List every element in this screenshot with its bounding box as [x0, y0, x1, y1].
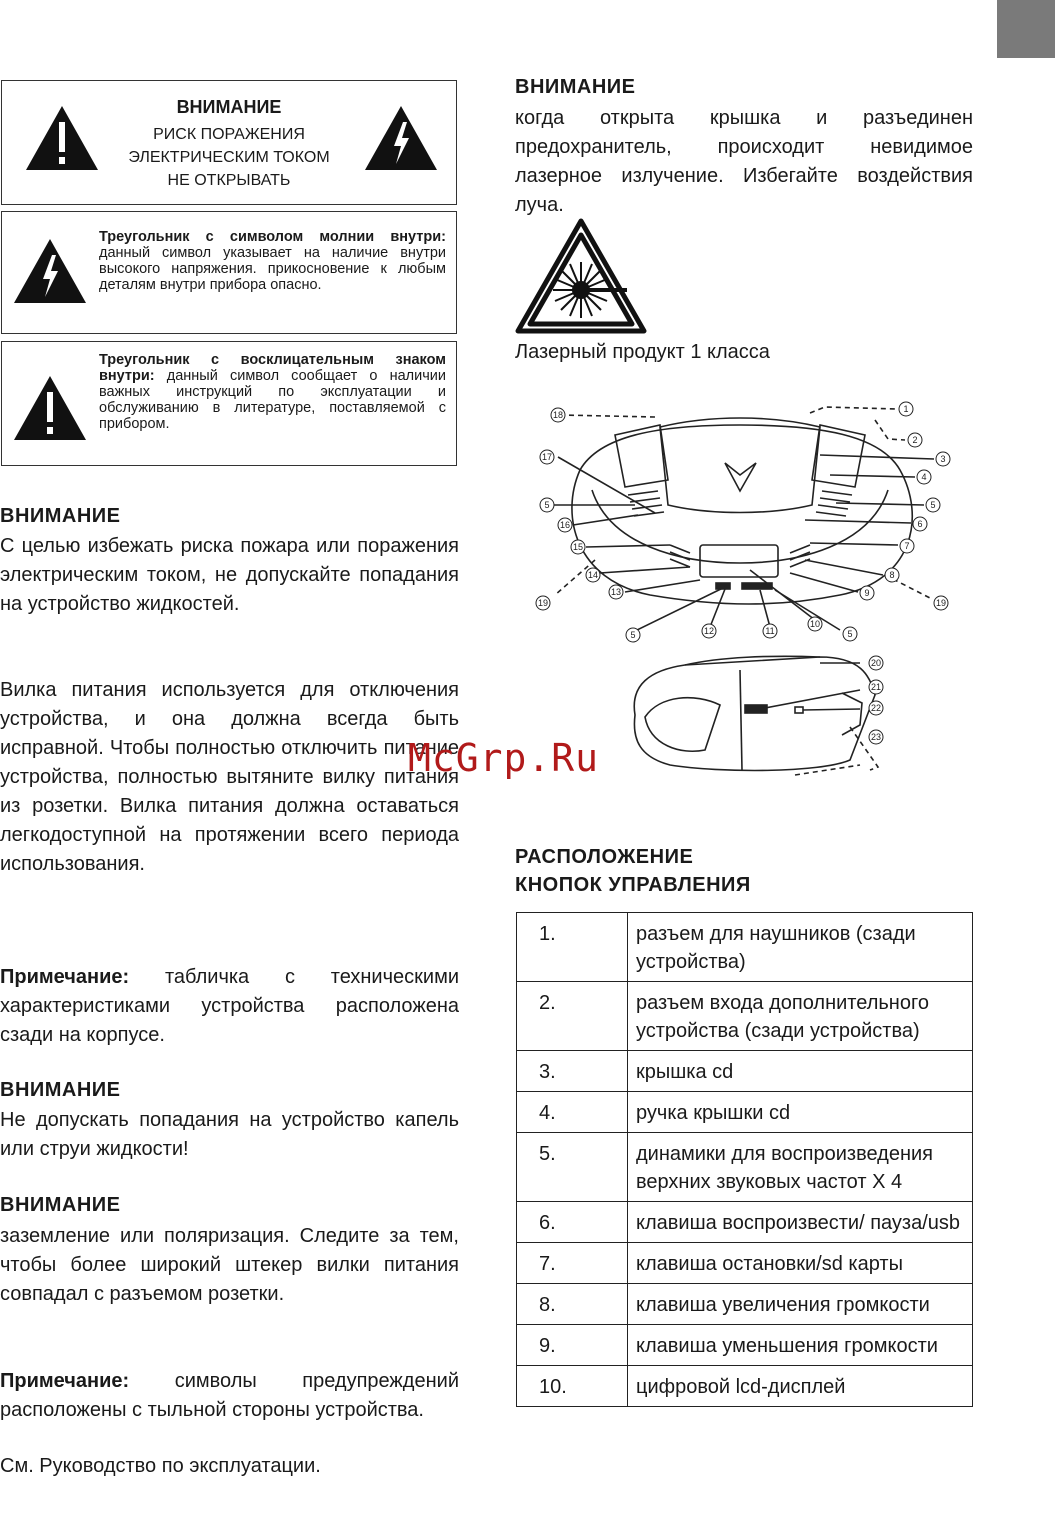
- svg-text:15: 15: [572, 542, 584, 552]
- diagram-label-20: [869, 656, 883, 670]
- diagram-label-6: [913, 517, 927, 531]
- device-diagram: [520, 395, 960, 785]
- svg-text:13: 13: [610, 587, 622, 597]
- diagram-label-15: [571, 540, 585, 554]
- page-tab-marker: [997, 0, 1055, 58]
- laser-hazard-icon: [515, 218, 647, 334]
- laser-warning-paragraph: когда открыта крышка и разъединен предохранитель, происходит невидимое лазерное излучение. Избегайте воздействия луча.: [515, 107, 973, 216]
- svg-text:10: 10: [809, 619, 821, 629]
- svg-text:5: 5: [847, 629, 853, 639]
- svg-text:6: 6: [917, 519, 923, 529]
- diagram-label-7: [900, 539, 914, 553]
- svg-text:4: 4: [921, 472, 927, 482]
- diagram-label-13: [609, 585, 623, 599]
- warning-line-2: ЭЛЕКТРИЧЕСКИМ ТОКОМ: [128, 149, 330, 166]
- note-symbols: Примечание: символы предупреждений расположены с тыльной стороны устройства.: [0, 1370, 459, 1421]
- lightning-triangle-icon: [12, 237, 88, 305]
- table-row: 7. клавиша остановки/sd карты: [517, 1243, 973, 1284]
- svg-text:19: 19: [935, 598, 947, 608]
- diagram-label-17: [540, 450, 554, 464]
- svg-text:11: 11: [765, 626, 775, 636]
- svg-text:17: 17: [541, 452, 553, 462]
- warning-paragraph-liquid: Не допускать попадания на устройство капель или струи жидкости!: [0, 1109, 459, 1160]
- svg-text:20: 20: [870, 658, 882, 668]
- warning-line-3: НЕ ОТКРЫВАТЬ: [167, 172, 291, 189]
- svg-text:18: 18: [552, 410, 564, 420]
- warning-box-lightning: [1, 211, 457, 334]
- warning-heading-1: ВНИМАНИЕ: [0, 505, 121, 527]
- exclamation-triangle-icon: [12, 374, 88, 442]
- diagram-label-21: [869, 680, 883, 694]
- see-manual: См. Руководство по эксплуатации.: [0, 1455, 321, 1477]
- note-nameplate: Примечание: табличка с техническими характеристиками устройства расположена сзади на корпусе.: [0, 966, 459, 1046]
- table-row: 1. разъем для наушников (сзади устройства): [517, 913, 973, 982]
- laser-warning-heading: ВНИМАНИЕ: [515, 76, 636, 98]
- svg-text:5: 5: [930, 500, 936, 510]
- table-row: 3. крышка cd: [517, 1051, 973, 1092]
- diagram-label-16: [558, 518, 572, 532]
- svg-text:8: 8: [889, 570, 895, 580]
- diagram-label-5-left: [540, 498, 554, 512]
- diagram-label-5-bottom-left: [626, 628, 640, 642]
- diagram-label-1: [899, 402, 913, 416]
- diagram-label-5-bottom-right: [843, 627, 857, 641]
- controls-heading-line-1: РАСПОЛОЖЕНИЕ: [515, 846, 694, 868]
- diagram-label-19-right: [934, 596, 948, 610]
- svg-text:22: 22: [870, 703, 882, 713]
- svg-text:19: 19: [537, 598, 549, 608]
- table-row: 9. клавиша уменьшения громкости: [517, 1325, 973, 1366]
- svg-text:5: 5: [630, 630, 636, 640]
- diagram-label-4: [917, 470, 931, 484]
- diagram-label-18: [551, 408, 565, 422]
- table-row: 2. разъем входа дополнительного устройства (сзади устройства): [517, 982, 973, 1051]
- svg-text:5: 5: [544, 500, 550, 510]
- diagram-label-11: [763, 624, 777, 638]
- svg-text:7: 7: [904, 541, 910, 551]
- warning-paragraph-fire: С целью избежать риска пожара или поражения электрическим током, не допускайте попадания на устройство жидкостей.: [0, 535, 459, 615]
- svg-text:16: 16: [559, 520, 571, 530]
- lightning-description: Треугольник с символом молнии внутри: данный символ указывает на наличие внутри высокого напряжения. прикосновение к любым деталям внутри прибора опасно.: [99, 229, 446, 293]
- warning-paragraph-polarization: заземление или поляризация. Следите за тем, чтобы более широкий штекер вилки питания совпадал с разъемом розетки.: [0, 1225, 459, 1305]
- table-row: 5. динамики для воспроизведения верхних звуковых частот X 4: [517, 1133, 973, 1202]
- svg-text:14: 14: [587, 570, 599, 580]
- diagram-label-9: [860, 586, 874, 600]
- exclamation-description: Треугольник с восклицательным знаком внутри: данный символ сообщает о наличии важных инструкций по эксплуатации и обслуживанию в литературе, поставляемой с прибором.: [99, 352, 446, 432]
- svg-text:12: 12: [703, 626, 715, 636]
- diagram-label-14: [586, 568, 600, 582]
- svg-text:1: 1: [903, 404, 909, 414]
- warning-heading-2: ВНИМАНИЕ: [0, 1079, 121, 1101]
- diagram-label-2: [908, 433, 922, 447]
- svg-text:23: 23: [870, 732, 882, 742]
- svg-text:21: 21: [870, 682, 882, 692]
- table-row: 4. ручка крышки cd: [517, 1092, 973, 1133]
- diagram-label-19-left: [536, 596, 550, 610]
- table-row: 10. цифровой lcd-дисплей: [517, 1366, 973, 1407]
- diagram-label-10: [808, 617, 822, 631]
- watermark: McGrp.Ru: [408, 736, 600, 780]
- table-row: 6. клавиша воспроизвести/ пауза/usb: [517, 1202, 973, 1243]
- warning-line-1: РИСК ПОРАЖЕНИЯ: [153, 126, 305, 143]
- controls-heading-line-2: КНОПОК УПРАВЛЕНИЯ: [515, 874, 751, 896]
- diagram-label-12: [702, 624, 716, 638]
- warning-box-exclamation: [1, 341, 457, 466]
- svg-text:3: 3: [940, 454, 946, 464]
- warning-heading-3: ВНИМАНИЕ: [0, 1194, 121, 1216]
- controls-table: [516, 912, 973, 1407]
- laser-caption: Лазерный продукт 1 класса: [515, 341, 770, 363]
- warning-box-danger: [1, 80, 457, 205]
- diagram-label-22: [869, 701, 883, 715]
- plug-paragraph: Вилка питания используется для отключения устройства, и она должна всегда быть исправной. Чтобы полностью отключить питание устройства, полностью вытяните вилку питания из розетки. Вилка питания должна оставаться легкодоступной на протяжении всего периода использования.: [0, 679, 459, 875]
- lightning-triangle-icon: [363, 104, 439, 172]
- diagram-label-3: [936, 452, 950, 466]
- svg-text:9: 9: [864, 588, 870, 598]
- table-row: 8. клавиша увеличения громкости: [517, 1284, 973, 1325]
- warning-title: ВНИМАНИЕ: [176, 97, 282, 117]
- diagram-label-5: [926, 498, 940, 512]
- diagram-label-23: [869, 730, 883, 744]
- svg-text:2: 2: [912, 435, 918, 445]
- diagram-label-8: [885, 568, 899, 582]
